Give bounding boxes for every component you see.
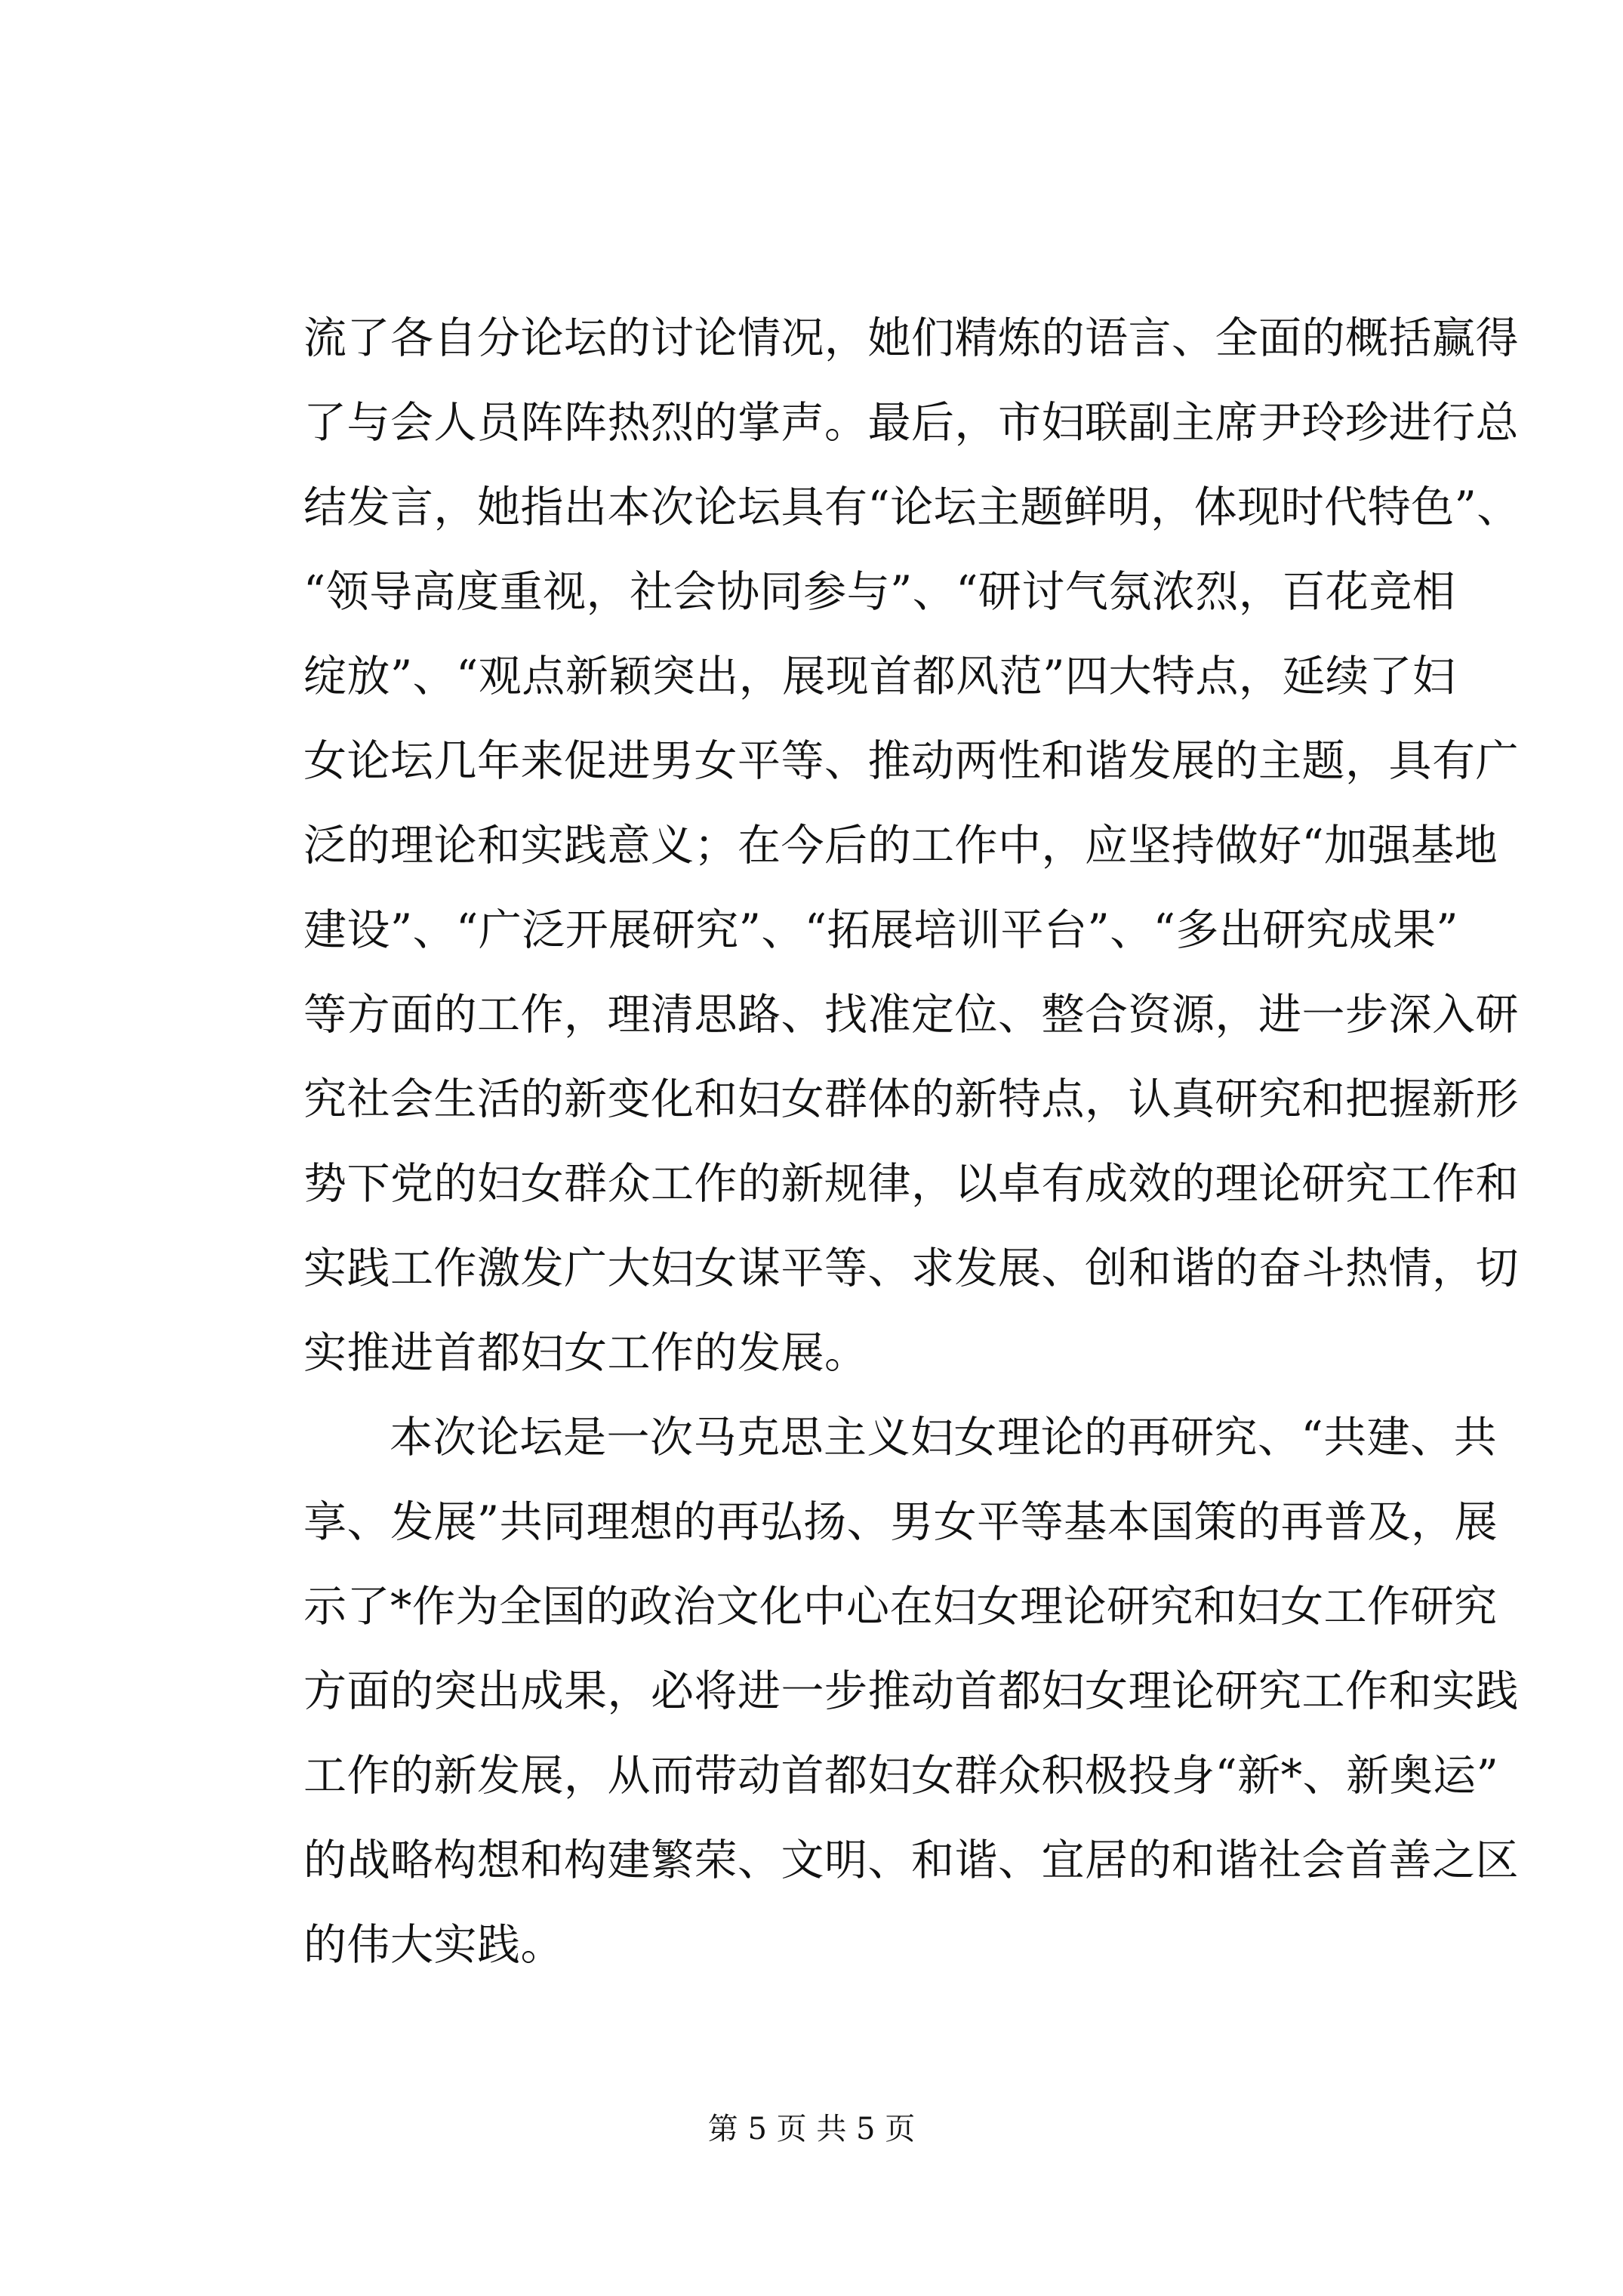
page-number-label: 第 5 页 共 5 页 [707, 2112, 916, 2147]
paragraph-line: 的伟大实践。 [303, 1920, 564, 1970]
paragraph-line: 绽放”、“观点新颖突出，展现首都风范”四大特点，延续了妇 [303, 652, 1456, 701]
paragraph-line: 女论坛几年来促进男女平等、推动两性和谐发展的主题，具有广 [303, 736, 1519, 786]
paragraph-2 [303, 1395, 1519, 1987]
document-body [303, 296, 1520, 1987]
paragraph-line: 本次论坛是一次马克思主义妇女理论的再研究、“共建、共 [390, 1413, 1498, 1462]
paragraph-line: 了与会人员阵阵热烈的掌声。最后，市妇联副主席尹玲珍进行总 [303, 398, 1519, 448]
paragraph-line: 流了各自分论坛的讨论情况，她们精炼的语言、全面的概括赢得 [303, 313, 1519, 363]
paragraph-line: 势下党的妇女群众工作的新规律，以卓有成效的理论研究工作和 [303, 1159, 1519, 1209]
page-footer [0, 2106, 1623, 2152]
paragraph-line: “领导高度重视，社会协同参与”、“研讨气氛浓烈，百花竞相 [303, 567, 1456, 617]
paragraph-line: 工作的新发展，从而带动首都妇女群众积极投身“新*、新奥运” [303, 1751, 1499, 1801]
paragraph-line: 实践工作激发广大妇女谋平等、求发展、创和谐的奋斗热情，切 [303, 1244, 1519, 1293]
paragraph-line: 享、发展”共同理想的再弘扬、男女平等基本国策的再普及，展 [303, 1497, 1498, 1547]
paragraph-line: 示了*作为全国的政治文化中心在妇女理论研究和妇女工作研究 [303, 1582, 1498, 1632]
paragraph-1 [303, 296, 1520, 1395]
paragraph-line: 等方面的工作，理清思路、找准定位、整合资源，进一步深入研 [303, 990, 1519, 1040]
paragraph-line: 究社会生活的新变化和妇女群体的新特点，认真研究和把握新形 [303, 1074, 1519, 1124]
paragraph-line: 的战略构想和构建繁荣、文明、和谐、宜居的和谐社会首善之区 [303, 1835, 1519, 1885]
paragraph-line: 结发言，她指出本次论坛具有“论坛主题鲜明，体现时代特色”、 [303, 482, 1520, 532]
paragraph-line: 泛的理论和实践意义；在今后的工作中，应坚持做好“加强基地 [303, 821, 1498, 871]
paragraph-line: 方面的突出成果，必将进一步推动首都妇女理论研究工作和实践 [303, 1666, 1519, 1716]
paragraph-line: 实推进首都妇女工作的发展。 [303, 1328, 868, 1378]
paragraph-line: 建设”、“广泛开展研究”、“拓展培训平台”、“多出研究成果” [303, 905, 1458, 955]
